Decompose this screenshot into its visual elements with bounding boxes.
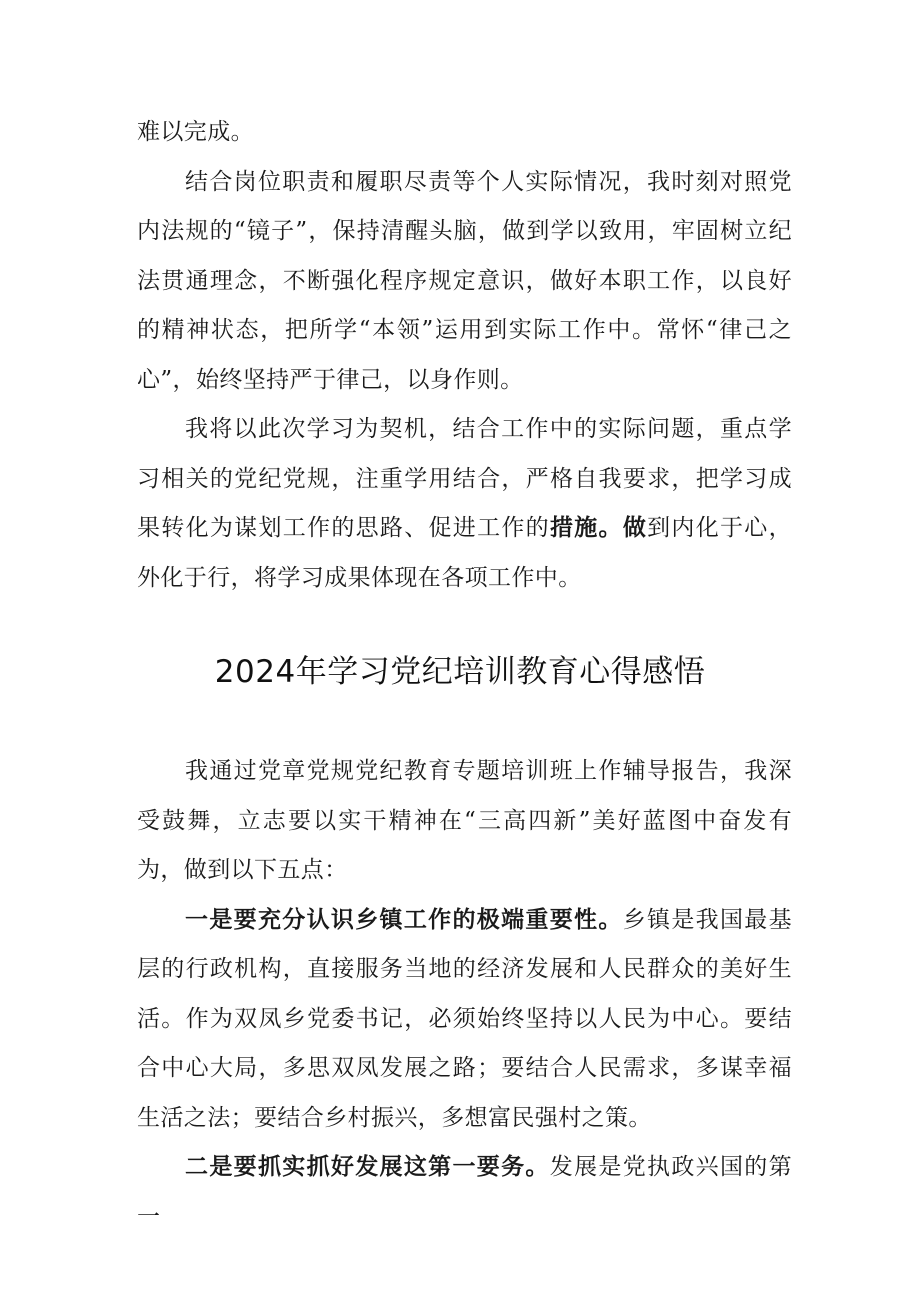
paragraph-bold-text: 措施。做	[549, 515, 648, 541]
paragraph-point-two	[137, 1143, 792, 1242]
body-section	[137, 747, 792, 1242]
point-heading: 一是要充分认识乡镇工作的极端重要性。	[185, 906, 623, 933]
paragraph-text: 乡镇是我国最基层的行政机构，直接服务当地的经济发展和人民群众的美好生活。作为双凤乡党委书记，必须始终坚持以人民为中心。要结合中心大局，多思双凤发展之路；要结合人民需求，多谋幸福生活之法；要结合乡村振兴，多想富民强村之策。	[137, 906, 792, 1131]
paragraph-learning-opportunity	[137, 405, 792, 603]
paragraph-point-one	[137, 896, 792, 1144]
point-heading: 二是要抓实抓好发展这第一要务。	[185, 1154, 550, 1180]
paragraph-continuation: 难以完成。	[137, 119, 254, 145]
intro-section	[137, 108, 792, 603]
paragraph-opening: 我通过党章党规党纪教育专题培训班上作辅导报告，我深受鼓舞，立志要以实干精神在“三高四新”美好蓝图中奋发有为，做到以下五点：	[137, 758, 792, 883]
paragraph-text: 发展是党执政兴国的第一	[137, 1154, 793, 1230]
paragraph-text: 我将以此次学习为契机，结合工作中的实际问题，重点学习相关的党纪党规，注重学用结合，严格自我要求，把学习成果转化为谋划工作的思路、促进工作的	[137, 416, 792, 541]
paragraph-job-duties: 结合岗位职责和履职尽责等个人实际情况，我时刻对照党内法规的“镜子”，保持清醒头脑，做到学以致用，牢固树立纪法贯通理念，不断强化程序规定意识，做好本职工作，以良好的精神状态，把所学“本领”运用到实际工作中。常怀“律己之心”，始终坚持严于律己，以身作则。	[137, 168, 792, 393]
document-title: 2024年学习党纪培训教育心得感悟	[214, 654, 706, 690]
paragraph-text: 到内化于心，外化于行，将学习成果体现在各项工作中。	[137, 515, 792, 591]
